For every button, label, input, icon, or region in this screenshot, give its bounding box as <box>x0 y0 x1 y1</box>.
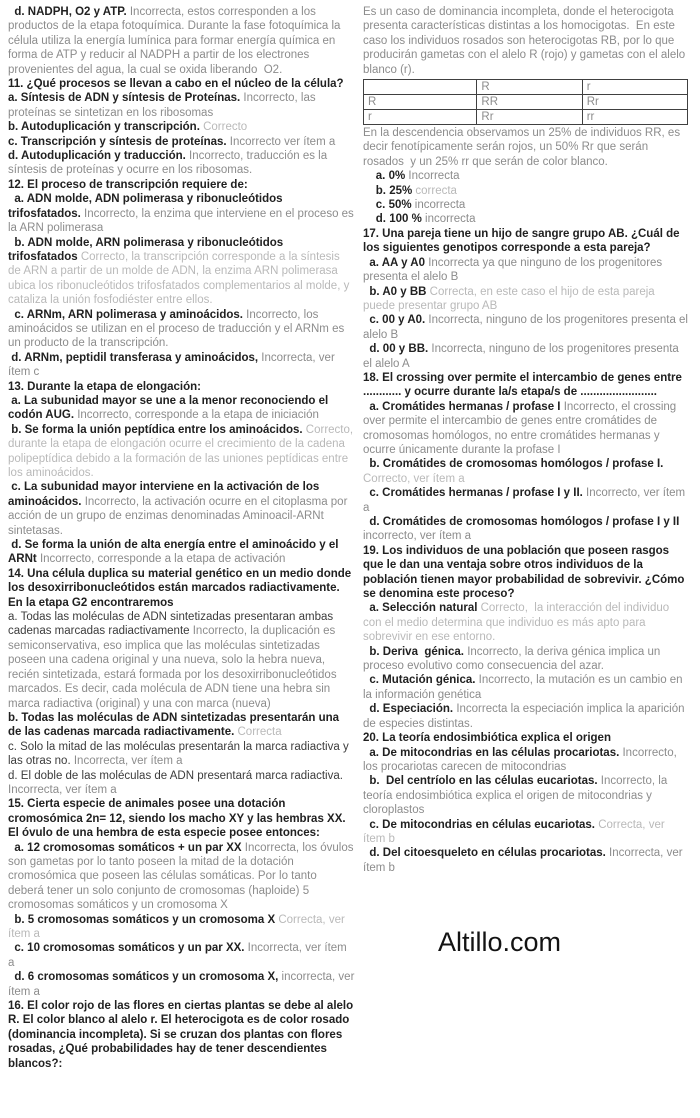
text-segment: d. ARNm, peptidil transferasa y aminoácidos, <box>8 351 259 364</box>
paragraph <box>363 818 688 847</box>
paragraph <box>363 126 688 169</box>
table-cell: r <box>364 110 477 125</box>
table-row <box>364 95 688 110</box>
text-segment: a. De mitocondrias en las células procariotas. <box>363 746 620 759</box>
paragraph <box>363 457 688 486</box>
table-cell: R <box>477 80 582 95</box>
text-segment: 13. Durante la etapa de elongación: <box>8 380 201 393</box>
paragraph <box>8 941 355 970</box>
text-segment: Incorrecta, ninguno de los progenitores presenta el alelo B <box>363 314 692 341</box>
text-segment: Incorrecto, la enzima que interviene en el proceso es la ARN polimerasa <box>8 207 358 235</box>
text-segment: b. Autoduplicación y transcripción. <box>8 121 200 134</box>
text-segment: Incorrecto, traducción es la síntesis de proteínas y ocurre en los ribosomas. <box>8 150 331 177</box>
paragraph <box>8 841 355 913</box>
text-segment: a. 0% <box>363 170 406 183</box>
text-segment: Incorrecto, ver ítem a <box>363 487 689 514</box>
paragraph <box>8 236 355 308</box>
paragraph <box>8 423 355 481</box>
text-segment: Incorrecto, la duplicación es semiconservativa, eso implica que las moléculas sintetizadas poseen una cadena original y una nueva, solo la hebra nueva, recién sintetizada, estará formada por los desoxirribonucleótidos marcados. Es decir, cada molécula de ADN tiene una hebra sin marca radiactiva (original) y una con marca (nueva) <box>8 625 340 710</box>
site-logo: Altillo.com <box>438 927 562 957</box>
text-segment: b. Se forma la unión peptídica entre los aminoácidos. <box>8 423 303 436</box>
text-segment: 15. Cierta especie de animales posee una dotación cromosómica 2n= 12, siendo los macho XY y las hembras XX. El óvulo de una hembra de esta especie posee entonces: <box>8 798 349 840</box>
text-segment: Incorrecto, la deriva génica implica un proceso evolutivo como consecuencia del azar. <box>363 645 664 673</box>
paragraph <box>8 567 355 610</box>
paragraph <box>363 702 688 731</box>
paragraph <box>8 308 355 351</box>
text-segment: c. ARNm, ARN polimerasa y aminoácidos. <box>8 308 243 321</box>
text-segment: c. Solo la mitad de las moléculas presentarán la marca radiactiva y las otras no. <box>8 740 356 768</box>
text-segment: Incorrecta <box>405 170 460 183</box>
paragraph <box>363 544 688 602</box>
text-segment: Incorrecto, la mutación es un cambio en la información genética <box>363 674 686 701</box>
text-segment: Incorrecta, ver ítem a <box>8 769 347 796</box>
paragraph <box>8 351 355 380</box>
text-segment: b. Del centríolo en las células eucariotas. <box>363 775 598 788</box>
text-segment: 19. Los individuos de una población que poseen rasgos que le dan una ventaja sobre otros individuos de la población tienen mayor probabilidad de sobrevivir. ¿Cómo se denomina este proceso? <box>363 544 688 601</box>
paragraph <box>363 601 688 644</box>
text-segment: Incorrecto, corresponde a la etapa de iniciación <box>74 409 319 422</box>
text-segment: Incorrecta la especiación implica la aparición de especies distintas. <box>363 703 688 730</box>
text-segment: d. Cromátides de cromosomas homólogos / profase I y II <box>363 516 680 528</box>
text-segment: correcta <box>412 184 457 197</box>
text-segment: incorrecta <box>421 213 476 226</box>
text-segment: Incorrecto, las proteínas se sintetizan en los ribosomas <box>8 92 319 119</box>
paragraph <box>363 645 688 674</box>
text-segment: Incorrecta ya que ninguno de los progenitores presenta el alelo B <box>363 256 666 284</box>
paragraph <box>363 515 688 544</box>
text-segment: d. El doble de las moléculas de ADN presentará marca radiactiva. <box>8 769 343 782</box>
paragraph <box>8 913 355 942</box>
paragraph <box>8 610 355 711</box>
text-segment: incorrecta <box>411 199 466 212</box>
text-segment: a. AA y A0 <box>363 256 425 269</box>
table-cell: Rr <box>582 95 687 110</box>
paragraph <box>8 711 355 740</box>
text-segment: c. 10 cromosomas somáticos y un par XX. <box>8 942 245 955</box>
text-segment: Incorrecto, los procariotas carecen de mitocondrias <box>363 746 681 773</box>
right-column <box>363 5 692 875</box>
text-segment: d. Autoduplicación y traducción. <box>8 150 186 163</box>
text-segment: c. Mutación génica. <box>363 674 476 687</box>
text-segment: a. Cromátides hermanas / profase I <box>363 400 561 413</box>
paragraph <box>8 480 355 538</box>
paragraph <box>8 394 355 423</box>
text-segment: c. La subunidad mayor interviene en la activación de los aminoácidos. <box>8 481 323 508</box>
text-segment: Correcto, la interacción del individuo con el medio determina que individuo es más apto para sobrevivir en ese entorno. <box>363 602 673 644</box>
text-segment: c. Transcripción y síntesis de proteínas. <box>8 135 227 148</box>
text-segment: incorrecta, ver ítem a <box>8 971 358 998</box>
text-segment: Correcta, ver ítem a <box>8 913 349 940</box>
text-segment: Correcto, ver ítem a <box>363 458 667 485</box>
paragraph <box>8 797 355 840</box>
text-segment: d. NADPH, O2 y ATP. <box>8 6 127 18</box>
punnett-square-table <box>363 79 688 125</box>
text-segment: Incorrecta, ver ítem c <box>8 351 338 379</box>
paragraph <box>363 731 688 745</box>
paragraph <box>363 846 688 875</box>
text-segment: a. Todas las moléculas de ADN sintetizadas presentaran ambas cadenas marcadas radiactivamente <box>8 611 337 638</box>
paragraph <box>8 769 355 798</box>
text-segment: a. La subunidad mayor se une a la menor reconociendo el codón AUG. <box>8 394 332 422</box>
text-segment: Correcto, la transcripción corresponde a la síntesis de ARN a partir de un molde de ADN, la enzima ARN polimerasa ubica los ribonucleótidos trifosfatados complementarios al molde, y cataliza la unión fosfodiéster entre ellos. <box>8 250 353 307</box>
paragraph <box>8 538 355 567</box>
text-segment: Correcta, en este caso el hijo de esta pareja puede presentar grupo AB <box>363 285 658 312</box>
paragraph <box>363 198 688 212</box>
text-segment: b. A0 y BB <box>363 285 427 298</box>
paragraph <box>8 999 355 1071</box>
text-segment: a. ADN molde, ADN polimerasa y ribonucleótidos trifosfatados. <box>8 193 286 220</box>
paragraph <box>8 192 358 235</box>
table-cell: R <box>364 95 477 110</box>
paragraph <box>8 77 355 91</box>
text-segment: 14. Una célula duplica su material genético en un medio donde los desoxirribonucleótidos están marcados radiactivamente. En la etapa G2 encontraremos <box>8 567 355 609</box>
text-segment: Incorrecto ver ítem a <box>226 135 336 148</box>
paragraph <box>363 400 688 458</box>
paragraph <box>8 178 355 192</box>
paragraph <box>8 120 355 134</box>
text-segment: Incorrecta, ninguno de los progenitores presenta el alelo A <box>363 343 683 370</box>
text-segment: b. 25% <box>363 184 413 197</box>
text-segment: Incorrecto, la activación ocurre en el citoplasma por acción de un grupo de enzimas denominadas Aminoacil-ARNt sintetasas. <box>8 495 351 537</box>
paragraph <box>363 5 688 77</box>
table-row <box>364 110 688 125</box>
paragraph <box>8 149 355 178</box>
text-segment: Correcto, durante la etapa de elongación ocurre el crecimiento de la cadena polipeptídica debido a la formación de las uniones peptídicas entre los aminoácidos. <box>8 423 357 479</box>
table-row <box>364 80 688 95</box>
paragraph <box>363 342 688 371</box>
text-segment: Incorrecto, el crossing over permite el intercambio de genes entre cromátides de cromosomas homólogos, no entre cromátides hermanas y ocurre únicamente durante la profase I <box>363 400 680 456</box>
paragraph <box>363 371 688 400</box>
text-segment: Incorrecto, los aminoácidos se utilizan en el proceso de traducción y el ARNm es un producto de la transcripción. <box>8 308 348 350</box>
text-segment: Correcto <box>199 121 248 134</box>
paragraph <box>363 673 688 702</box>
paragraph <box>363 486 688 515</box>
paragraph <box>363 774 688 817</box>
paragraph <box>363 169 688 183</box>
text-segment: d. 00 y BB. <box>363 343 429 356</box>
paragraph <box>8 5 355 77</box>
text-segment: d. Especiación. <box>363 703 454 716</box>
text-segment: 16. El color rojo de las flores en ciertas plantas se debe al alelo R. El color blanco al alelo r. El heterocigota es de color rosado (dominancia incompleta). Si se cruzan dos plantas con flores rosadas, ¿Qué probabilidades hay de tener descendientes blancos?: <box>8 1000 357 1070</box>
text-segment: Incorrecta, ver ítem a <box>70 755 183 768</box>
paragraph <box>363 285 688 314</box>
text-segment: d. Se forma la unión de alta energía entre el aminoácido y el ARNt <box>8 539 342 566</box>
text-segment: c. Cromátides hermanas / profase I y II. <box>363 487 583 500</box>
text-segment: b. Deriva génica. <box>363 645 464 658</box>
text-segment: Correcta, ver ítem b <box>363 818 668 845</box>
paragraph <box>363 313 692 342</box>
paragraph <box>8 380 355 394</box>
text-segment: a. 12 cromosomas somáticos + un par XX <box>8 841 242 854</box>
text-segment: d. 100 % <box>363 213 422 226</box>
text-segment: Incorrecta, los óvulos son gametas por lo tanto poseen la mitad de la dotación cromosómica que poseen las células somáticas. Por lo tanto deberá tener un solo conjunto de cromosomas (haploide) 5 cromosomas somáticos y un cromosoma X <box>8 841 357 912</box>
text-segment: Incorrecta, ver ítem b <box>363 847 686 874</box>
paragraph <box>8 970 358 999</box>
text-segment: b. 5 cromosomas somáticos y un cromosoma X <box>8 913 276 926</box>
paragraph <box>8 91 355 120</box>
text-segment: 17. Una pareja tiene un hijo de sangre grupo AB. ¿Cuál de los siguientes genotipos corresponde a esta pareja? <box>363 227 683 255</box>
text-segment: b. ADN molde, ARN polimerasa y ribonucleótidos trifosfatados <box>8 236 287 263</box>
text-segment: Correcta <box>234 726 282 739</box>
table-cell: Rr <box>477 110 582 125</box>
text-segment: 12. El proceso de transcripción requiere de: <box>8 178 248 191</box>
text-segment: 18. El crossing over permite el intercambio de genes entre ............ y ocurre durante la/s etapa/s de ........................ <box>363 371 686 399</box>
text-segment: c. 50% <box>363 199 412 212</box>
paragraph <box>363 212 688 226</box>
paragraph <box>363 256 688 285</box>
text-segment: c. De mitocondrias en células eucariotas. <box>363 818 596 831</box>
text-segment: Incorrecto, corresponde a la etapa de activación <box>36 553 286 566</box>
table-cell: RR <box>477 95 582 110</box>
paragraph <box>8 740 355 769</box>
text-segment: b. Todas las moléculas de ADN sintetizadas presentarán una de las cadenas marcada radiactivamente. <box>8 711 343 739</box>
text-segment: Incorrecta, ver ítem a <box>8 942 350 969</box>
table-cell: rr <box>582 110 687 125</box>
table-cell <box>364 80 477 95</box>
text-segment: 11. ¿Qué procesos se llevan a cabo en el núcleo de la célula? <box>8 78 344 91</box>
text-segment: Incorrecta, estos corresponden a los productos de la etapa fotoquímica. Durante la fase fotoquímica la célula utiliza la energía lumínica para formar energía química en forma de ATP y reducir al NADPH a partir de los electrones provenientes del agua, la cual se oxida liberando O2. <box>8 6 344 76</box>
text-segment: a. Síntesis de ADN y síntesis de Proteínas. <box>8 92 241 105</box>
text-segment: En la descendencia observamos un 25% de individuos RR, es decir fenotípicamente serán rojos, un 50% Rr que serán rosados y un 25% rr que serán de color blanco. <box>363 127 684 168</box>
text-segment: d. 6 cromosomas somáticos y un cromosoma X, <box>8 971 279 984</box>
text-segment: 20. La teoría endosimbiótica explica el origen <box>363 732 611 745</box>
paragraph <box>8 135 355 149</box>
text-segment: b. Cromátides de cromosomas homólogos / profase I. <box>363 458 664 471</box>
table-cell: r <box>582 80 687 95</box>
left-column <box>8 5 358 1071</box>
paragraph <box>363 184 688 198</box>
paragraph <box>363 227 688 256</box>
text-segment: Es un caso de dominancia incompleta, donde el heterocigota presenta características distintas a los homocigotas. En este caso los individuos rosados son heterocigotas RB, por lo que producirán gametas con el alelo R (rojo) y gametas con el alelo blanco (r). <box>363 6 689 76</box>
text-segment: incorrecto, ver ítem a <box>363 516 683 543</box>
paragraph <box>363 746 688 775</box>
text-segment: c. 00 y A0. <box>363 314 426 327</box>
text-segment: a. Selección natural <box>363 602 478 615</box>
text-segment: Incorrecto, la teoría endosimbiótica explica el origen de mitocondrias y cloroplastos <box>363 775 671 817</box>
text-segment: d. Del citoesqueleto en células procariotas. <box>363 847 606 860</box>
